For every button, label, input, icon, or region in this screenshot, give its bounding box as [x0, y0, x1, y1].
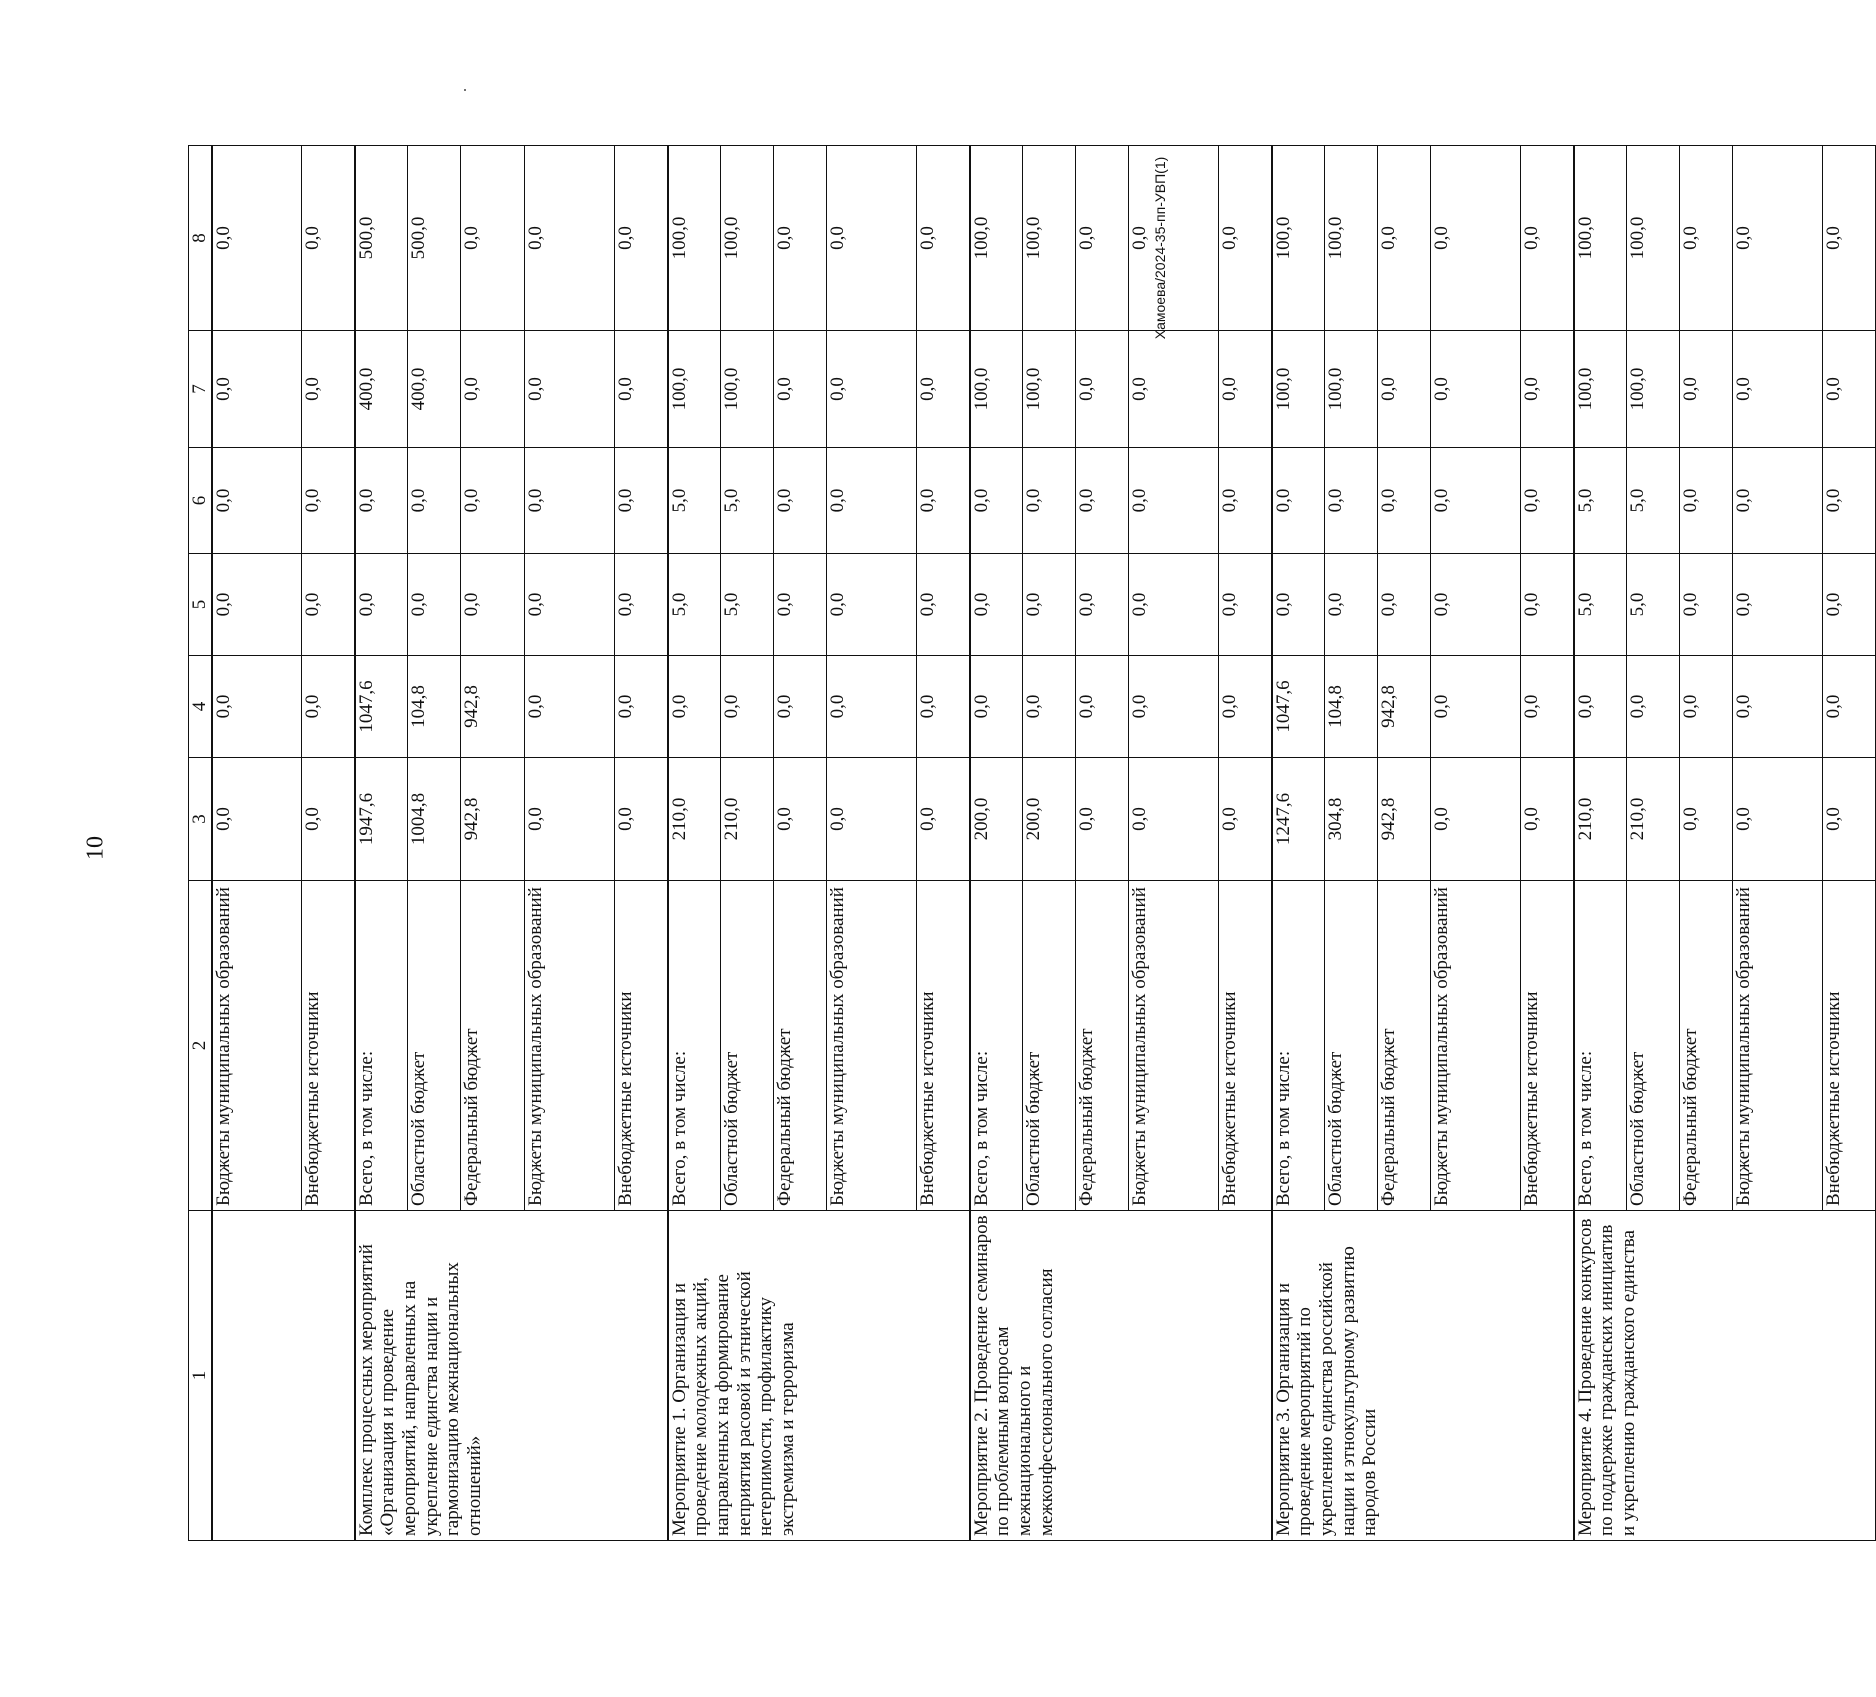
amount-cell: 0,0 — [1076, 146, 1129, 331]
amount-cell: 0,0 — [1076, 554, 1129, 656]
amount-cell: 100,0 — [970, 146, 1023, 331]
amount-cell: 500,0 — [408, 146, 461, 331]
amount-cell: 0,0 — [1272, 448, 1325, 554]
amount-cell: 0,0 — [1378, 554, 1431, 656]
amount-cell: 100,0 — [1325, 146, 1378, 331]
amount-cell: 0,0 — [1219, 656, 1272, 758]
funding-source-cell: Федеральный бюджет — [774, 881, 827, 1211]
funding-source-cell: Областной бюджет — [408, 881, 461, 1211]
amount-cell: 104,8 — [408, 656, 461, 758]
amount-cell: 0,0 — [827, 331, 917, 448]
funding-source-cell: Внебюджетные источники — [1521, 881, 1574, 1211]
amount-cell: 0,0 — [525, 146, 615, 331]
amount-cell: 104,8 — [1325, 656, 1378, 758]
amount-cell: 100,0 — [1627, 146, 1680, 331]
amount-cell: 0,0 — [917, 554, 970, 656]
amount-cell: 0,0 — [1823, 656, 1876, 758]
amount-cell: 0,0 — [1733, 448, 1823, 554]
amount-cell: 0,0 — [774, 656, 827, 758]
funding-source-cell: Федеральный бюджет — [1076, 881, 1129, 1211]
amount-cell: 0,0 — [1129, 758, 1219, 881]
header-cell: 1 — [189, 1211, 212, 1541]
amount-cell: 0,0 — [970, 448, 1023, 554]
funding-source-cell: Бюджеты муниципальных образований — [1733, 881, 1823, 1211]
amount-cell: 0,0 — [1627, 656, 1680, 758]
funding-source-cell: Всего, в том числе: — [1272, 881, 1325, 1211]
amount-cell: 0,0 — [1431, 331, 1521, 448]
amount-cell: 0,0 — [615, 656, 668, 758]
amount-cell: 0,0 — [1129, 448, 1219, 554]
amount-cell: 0,0 — [1521, 448, 1574, 554]
amount-cell: 0,0 — [1521, 758, 1574, 881]
amount-cell: 0,0 — [1733, 331, 1823, 448]
funding-source-cell: Всего, в том числе: — [668, 881, 721, 1211]
amount-cell: 0,0 — [1574, 656, 1627, 758]
amount-cell: 0,0 — [355, 448, 408, 554]
amount-cell: 0,0 — [1076, 758, 1129, 881]
activity-name-cell: Мероприятие 3. Организация и проведение мероприятий по укреплению единства российской нации и этнокультурному развитию народов России — [1272, 1211, 1574, 1541]
amount-cell: 0,0 — [1521, 656, 1574, 758]
amount-cell: 0,0 — [1076, 448, 1129, 554]
amount-cell: 0,0 — [302, 656, 355, 758]
amount-cell: 0,0 — [525, 656, 615, 758]
amount-cell: 0,0 — [615, 448, 668, 554]
amount-cell: 0,0 — [212, 331, 302, 448]
amount-cell: 0,0 — [408, 448, 461, 554]
amount-cell: 0,0 — [461, 146, 525, 331]
amount-cell: 0,0 — [827, 146, 917, 331]
amount-cell: 500,0 — [355, 146, 408, 331]
amount-cell: 100,0 — [721, 146, 774, 331]
amount-cell: 0,0 — [1823, 146, 1876, 331]
amount-cell: 100,0 — [1023, 331, 1076, 448]
amount-cell: 0,0 — [302, 146, 355, 331]
amount-cell: 400,0 — [355, 331, 408, 448]
activity-name-cell: Мероприятие 2. Проведение семинаров по проблемным вопросам межнационального и межконфессионального согласия — [970, 1211, 1272, 1541]
amount-cell: 5,0 — [721, 554, 774, 656]
amount-cell: 0,0 — [774, 554, 827, 656]
amount-cell: 0,0 — [615, 331, 668, 448]
amount-cell: 100,0 — [1574, 331, 1627, 448]
amount-cell: 0,0 — [827, 656, 917, 758]
amount-cell: 5,0 — [1627, 554, 1680, 656]
amount-cell: 5,0 — [1574, 448, 1627, 554]
amount-cell: 0,0 — [774, 758, 827, 881]
amount-cell: 0,0 — [1733, 656, 1823, 758]
amount-cell: 0,0 — [917, 331, 970, 448]
amount-cell: 0,0 — [1680, 448, 1733, 554]
amount-cell: 0,0 — [1733, 146, 1823, 331]
amount-cell: 0,0 — [302, 554, 355, 656]
funding-source-cell: Бюджеты муниципальных образований — [1129, 881, 1219, 1211]
amount-cell: 0,0 — [408, 554, 461, 656]
amount-cell: 0,0 — [1325, 448, 1378, 554]
amount-cell: 100,0 — [1325, 331, 1378, 448]
amount-cell: 0,0 — [774, 146, 827, 331]
amount-cell: 0,0 — [1431, 758, 1521, 881]
funding-table-body — [189, 146, 1876, 1541]
amount-cell: 100,0 — [668, 331, 721, 448]
amount-cell: 0,0 — [212, 448, 302, 554]
amount-cell: 100,0 — [668, 146, 721, 331]
amount-cell: 0,0 — [1219, 146, 1272, 331]
amount-cell: 100,0 — [1272, 331, 1325, 448]
funding-source-cell: Внебюджетные источники — [1823, 881, 1876, 1211]
amount-cell: 0,0 — [302, 448, 355, 554]
amount-cell: 0,0 — [355, 554, 408, 656]
amount-cell: 0,0 — [1129, 331, 1219, 448]
amount-cell: 100,0 — [1023, 146, 1076, 331]
header-cell: 5 — [189, 554, 212, 656]
amount-cell: 0,0 — [1219, 758, 1272, 881]
amount-cell: 0,0 — [1823, 331, 1876, 448]
amount-cell: 0,0 — [917, 146, 970, 331]
amount-cell: 0,0 — [615, 758, 668, 881]
activity-name-cell: Мероприятие 4. Проведение конкурсов по поддержке гражданских инициатив и укреплению гражданского единства — [1574, 1211, 1876, 1541]
funding-source-cell: Областной бюджет — [721, 881, 774, 1211]
table-row — [668, 146, 721, 1541]
amount-cell: 0,0 — [1733, 758, 1823, 881]
amount-cell: 0,0 — [1219, 554, 1272, 656]
amount-cell: 5,0 — [1574, 554, 1627, 656]
funding-source-cell: Бюджеты муниципальных образований — [827, 881, 917, 1211]
amount-cell: 210,0 — [1574, 758, 1627, 881]
amount-cell: 0,0 — [1431, 656, 1521, 758]
header-cell: 2 — [189, 881, 212, 1211]
funding-source-cell: Федеральный бюджет — [1680, 881, 1733, 1211]
funding-source-cell: Всего, в том числе: — [1574, 881, 1627, 1211]
funding-source-cell: Внебюджетные источники — [917, 881, 970, 1211]
funding-source-cell: Областной бюджет — [1023, 881, 1076, 1211]
amount-cell: 942,8 — [461, 656, 525, 758]
amount-cell: 0,0 — [302, 331, 355, 448]
amount-cell: 0,0 — [1521, 331, 1574, 448]
amount-cell: 0,0 — [615, 554, 668, 656]
header-cell: 6 — [189, 448, 212, 554]
amount-cell: 1004,8 — [408, 758, 461, 881]
amount-cell: 0,0 — [1129, 146, 1219, 331]
amount-cell: 0,0 — [212, 656, 302, 758]
amount-cell: 0,0 — [1325, 554, 1378, 656]
amount-cell: 100,0 — [1272, 146, 1325, 331]
amount-cell: 0,0 — [1431, 554, 1521, 656]
amount-cell: 0,0 — [827, 758, 917, 881]
amount-cell: 1047,6 — [1272, 656, 1325, 758]
amount-cell: 0,0 — [1823, 758, 1876, 881]
amount-cell: 0,0 — [721, 656, 774, 758]
page-number: 10 — [82, 836, 109, 860]
table-row — [1272, 146, 1325, 1541]
funding-source-cell: Внебюджетные источники — [1219, 881, 1272, 1211]
amount-cell: 0,0 — [1023, 554, 1076, 656]
table-row — [355, 146, 408, 1541]
amount-cell: 0,0 — [1023, 656, 1076, 758]
amount-cell: 0,0 — [525, 554, 615, 656]
amount-cell: 100,0 — [721, 331, 774, 448]
funding-source-cell: Федеральный бюджет — [1378, 881, 1431, 1211]
table-row — [212, 146, 302, 1541]
amount-cell: 0,0 — [212, 758, 302, 881]
funding-table — [188, 145, 1876, 1541]
amount-cell: 0,0 — [1378, 146, 1431, 331]
amount-cell: 100,0 — [970, 331, 1023, 448]
amount-cell: 5,0 — [668, 554, 721, 656]
amount-cell: 0,0 — [970, 554, 1023, 656]
amount-cell: 0,0 — [461, 554, 525, 656]
amount-cell: 0,0 — [1129, 554, 1219, 656]
funding-source-cell: Всего, в том числе: — [355, 881, 408, 1211]
amount-cell: 0,0 — [1431, 448, 1521, 554]
amount-cell: 0,0 — [212, 554, 302, 656]
funding-source-cell: Внебюджетные источники — [302, 881, 355, 1211]
amount-cell: 0,0 — [1680, 331, 1733, 448]
amount-cell: 0,0 — [1076, 331, 1129, 448]
header-cell: 3 — [189, 758, 212, 881]
amount-cell: 0,0 — [1823, 554, 1876, 656]
funding-source-cell: Внебюджетные источники — [615, 881, 668, 1211]
amount-cell: 0,0 — [668, 656, 721, 758]
funding-source-cell: Всего, в том числе: — [970, 881, 1023, 1211]
amount-cell: 0,0 — [212, 146, 302, 331]
amount-cell: 942,8 — [461, 758, 525, 881]
header-cell: 7 — [189, 331, 212, 448]
amount-cell: 0,0 — [917, 758, 970, 881]
amount-cell: 0,0 — [1680, 146, 1733, 331]
amount-cell: 0,0 — [525, 331, 615, 448]
amount-cell: 0,0 — [970, 656, 1023, 758]
amount-cell: 0,0 — [1272, 554, 1325, 656]
amount-cell: 0,0 — [302, 758, 355, 881]
amount-cell: 200,0 — [970, 758, 1023, 881]
amount-cell: 0,0 — [525, 448, 615, 554]
amount-cell: 5,0 — [721, 448, 774, 554]
scan-speck — [464, 89, 466, 91]
amount-cell: 0,0 — [615, 146, 668, 331]
funding-source-cell: Федеральный бюджет — [461, 881, 525, 1211]
amount-cell: 1247,6 — [1272, 758, 1325, 881]
amount-cell: 0,0 — [1521, 554, 1574, 656]
amount-cell: 0,0 — [1680, 758, 1733, 881]
amount-cell: 0,0 — [1680, 656, 1733, 758]
funding-source-cell: Бюджеты муниципальных образований — [212, 881, 302, 1211]
activity-name-cell: Мероприятие 1. Организация и проведение молодежных акций, направленных на формирование неприятия расовой и этнической нетерпимости, профилактику экстремизма и терроризма — [668, 1211, 970, 1541]
amount-cell: 0,0 — [525, 758, 615, 881]
table-row — [1574, 146, 1627, 1541]
document-code: Хамоева/2024-35-пп-УВП(1) — [1152, 156, 1168, 340]
amount-cell: 0,0 — [1378, 331, 1431, 448]
amount-cell: 0,0 — [461, 331, 525, 448]
header-row — [189, 146, 212, 1541]
amount-cell: 0,0 — [1219, 331, 1272, 448]
amount-cell: 0,0 — [827, 448, 917, 554]
amount-cell: 0,0 — [1823, 448, 1876, 554]
funding-source-cell: Бюджеты муниципальных образований — [525, 881, 615, 1211]
amount-cell: 0,0 — [917, 448, 970, 554]
funding-source-cell: Областной бюджет — [1627, 881, 1680, 1211]
header-cell: 8 — [189, 146, 212, 331]
amount-cell: 0,0 — [1378, 448, 1431, 554]
amount-cell: 0,0 — [1076, 656, 1129, 758]
amount-cell: 0,0 — [1023, 448, 1076, 554]
amount-cell: 0,0 — [461, 448, 525, 554]
amount-cell: 942,8 — [1378, 758, 1431, 881]
amount-cell: 1047,6 — [355, 656, 408, 758]
amount-cell: 0,0 — [1733, 554, 1823, 656]
activity-name-cell — [212, 1211, 355, 1541]
amount-cell: 0,0 — [1219, 448, 1272, 554]
header-cell: 4 — [189, 656, 212, 758]
amount-cell: 100,0 — [1574, 146, 1627, 331]
amount-cell: 210,0 — [668, 758, 721, 881]
funding-source-cell: Областной бюджет — [1325, 881, 1378, 1211]
amount-cell: 400,0 — [408, 331, 461, 448]
amount-cell: 0,0 — [827, 554, 917, 656]
amount-cell: 942,8 — [1378, 656, 1431, 758]
amount-cell: 0,0 — [917, 656, 970, 758]
amount-cell: 0,0 — [1129, 656, 1219, 758]
amount-cell: 0,0 — [774, 448, 827, 554]
activity-name-cell: Комплекс процессных мероприятий «Организация и проведение мероприятий, направленных на укрепление единства нации и гармонизацию межнациональных отношений» — [355, 1211, 668, 1541]
amount-cell: 0,0 — [1521, 146, 1574, 331]
amount-cell: 0,0 — [1431, 146, 1521, 331]
table-row — [970, 146, 1023, 1541]
amount-cell: 0,0 — [774, 331, 827, 448]
amount-cell: 210,0 — [721, 758, 774, 881]
amount-cell: 5,0 — [1627, 448, 1680, 554]
amount-cell: 100,0 — [1627, 331, 1680, 448]
amount-cell: 210,0 — [1627, 758, 1680, 881]
amount-cell: 200,0 — [1023, 758, 1076, 881]
amount-cell: 5,0 — [668, 448, 721, 554]
amount-cell: 1947,6 — [355, 758, 408, 881]
amount-cell: 0,0 — [1680, 554, 1733, 656]
amount-cell: 304,8 — [1325, 758, 1378, 881]
funding-source-cell: Бюджеты муниципальных образований — [1431, 881, 1521, 1211]
